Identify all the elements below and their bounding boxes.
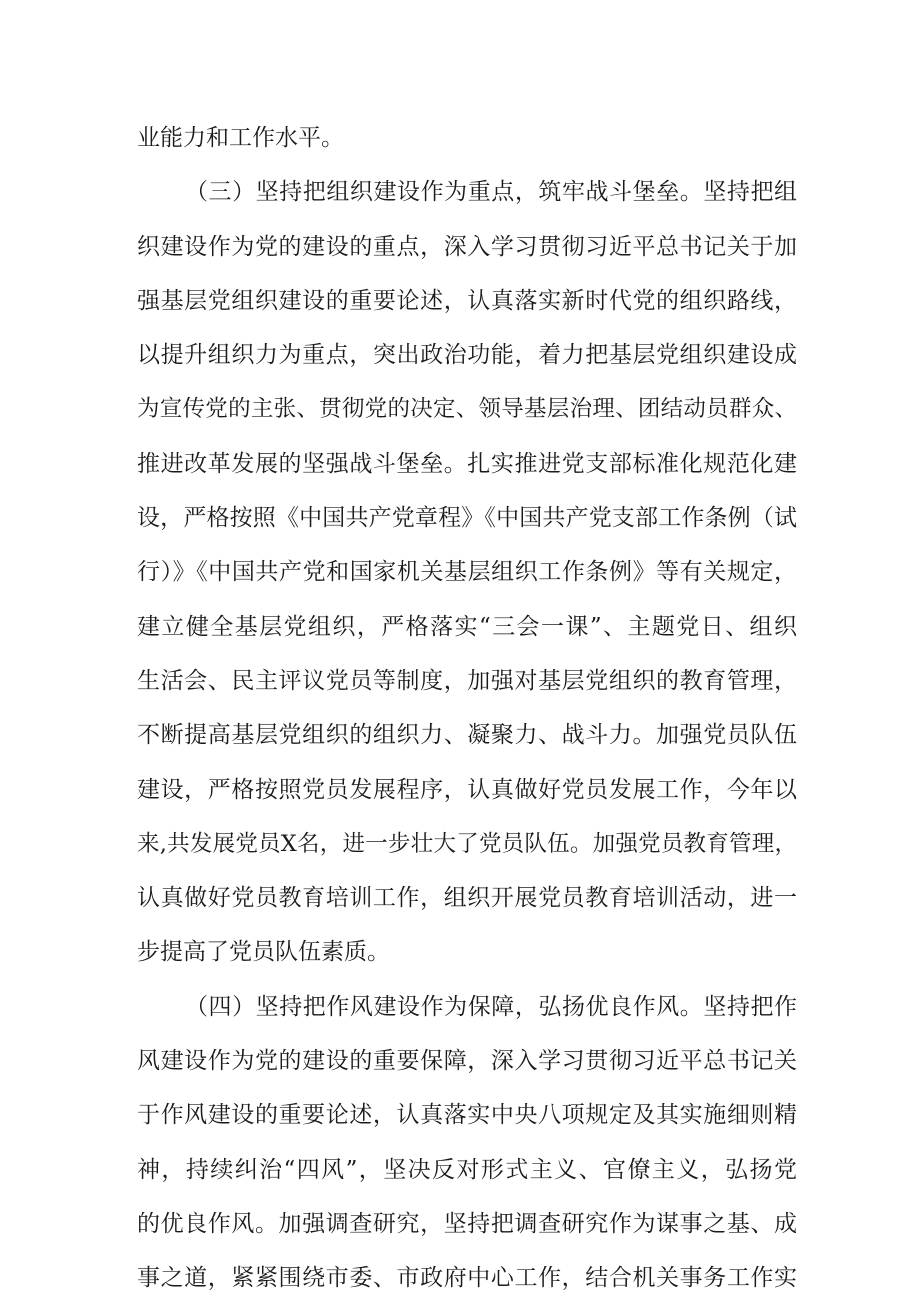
text-line: 步提高了党员队伍素质。 <box>137 939 390 966</box>
text-line: 行）》《中国共产党和国家机关基层组织工作条例》等有关规定， <box>137 559 797 586</box>
text-line: （三）坚持把组织建设作为重点，筑牢战斗堡垒。坚持把组 <box>185 179 797 206</box>
text-line: 风建设作为党的建设的重要保障，深入学习贯彻习近平总书记关 <box>137 1048 797 1075</box>
text-line: 生活会、民主评议党员等制度，加强对基层党组织的教育管理， <box>137 667 797 694</box>
text-line: 强基层党组织建设的重要论述，认真落实新时代党的组织路线， <box>137 287 797 314</box>
text-line: 织建设作为党的建设的重点，深入学习贯彻习近平总书记关于加 <box>137 233 797 260</box>
text-line: 的优良作风。加强调查研究，坚持把调查研究作为谋事之基、成 <box>137 1210 797 1237</box>
text-line: 推进改革发展的坚强战斗堡垒。扎实推进党支部标准化规范化建 <box>137 450 797 477</box>
text-line: 建设，严格按照党员发展程序，认真做好党员发展工作，今年以 <box>137 776 797 803</box>
body-text <box>137 111 797 1306</box>
text-line: 为宣传党的主张、贯彻党的决定、领导基层治理、团结动员群众、 <box>137 396 797 423</box>
text-line: 不断提高基层党组织的组织力、凝聚力、战斗力。加强党员队伍 <box>137 722 797 749</box>
text-line: 于作风建设的重要论述，认真落实中央八项规定及其实施细则精 <box>137 1102 797 1129</box>
text-line: 神，持续纠治“四风”，坚决反对形式主义、官僚主义，弘扬党 <box>137 1156 797 1183</box>
text-line: 以提升组织力为重点，突出政治功能，着力把基层党组织建设成 <box>137 342 797 369</box>
text-line: （四）坚持把作风建设作为保障，弘扬优良作风。坚持把作 <box>185 993 797 1020</box>
text-line: 设，严格按照《中国共产党章程》《中国共产党支部工作条例（试 <box>137 505 797 532</box>
text-line: 建立健全基层党组织，严格落实“三会一课”、主题党日、组织 <box>137 613 797 640</box>
text-line: 业能力和工作水平。 <box>137 125 344 151</box>
text-line: 事之道，紧紧围绕市委、市政府中心工作，结合机关事务工作实 <box>137 1265 797 1292</box>
text-line: 认真做好党员教育培训工作，组织开展党员教育培训活动，进一 <box>137 885 797 912</box>
text-line: 来,共发展党员X名，进一步壮大了党员队伍。加强党员教育管理， <box>137 830 797 857</box>
